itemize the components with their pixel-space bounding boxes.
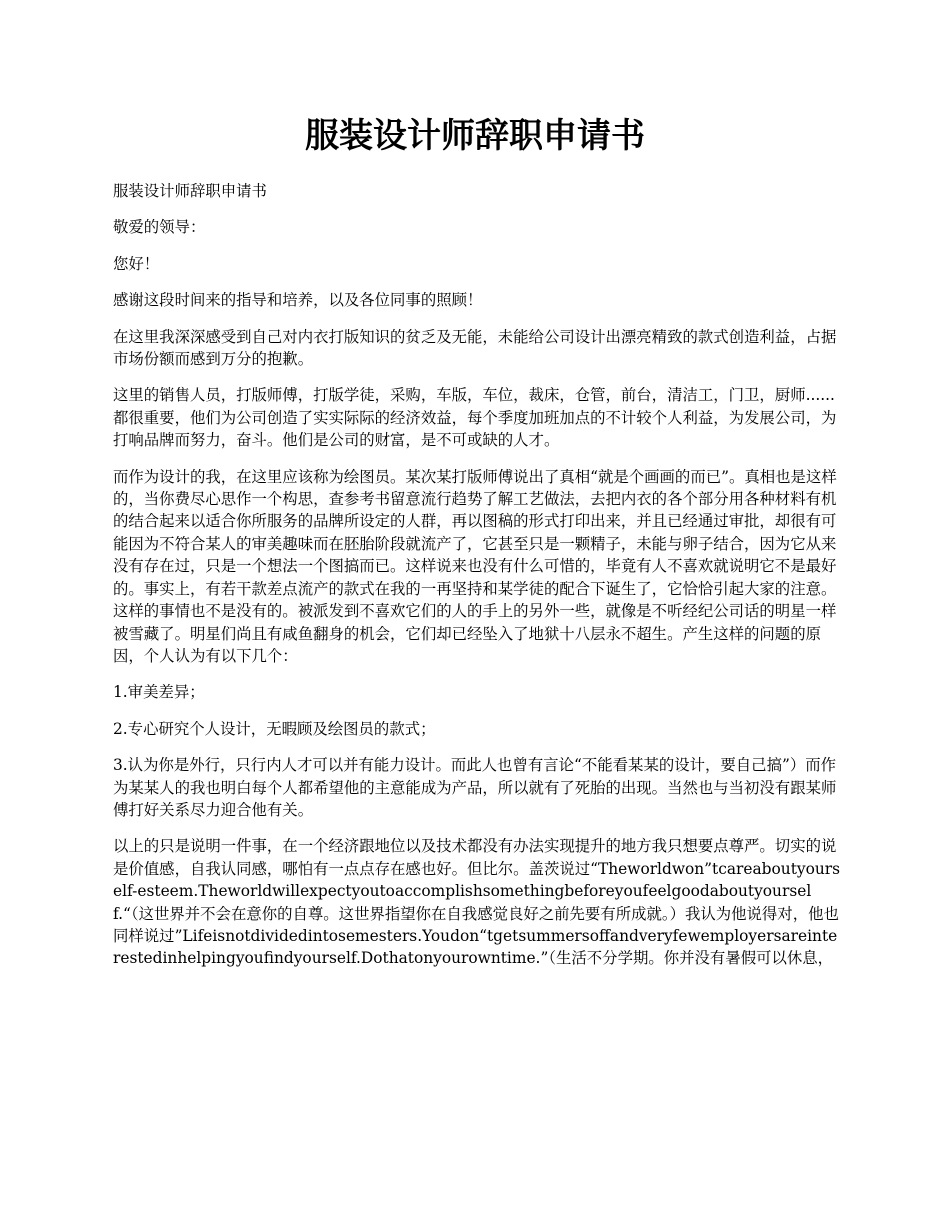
paragraph-reason-3: 3.认为你是外行，只行内人才可以并有能力设计。而此人也曾有言论“不能看某某的设计，要自己搞”）而作为某某人的我也明白每个人都希望他的主意能成为产品，所以就有了死胎的出现。当然也与当初没有跟某师傅打好关系尽力迎合他有关。 (113, 756, 837, 819)
document-body (113, 180, 843, 984)
paragraph-apology: 在这里我深深感受到自己对内衣打版知识的贫乏及无能，未能给公司设计出漂亮精致的款式创造利益，占据市场份额而感到万分的抱歉。 (113, 327, 837, 369)
paragraph-conclusion: 以上的只是说明一件事，在一个经济跟地位以及技术都没有办法实现提升的地方我只想要点尊严。切实的说是价值感，自我认同感，哪怕有一点点存在感也好。但比尔。盖茨说过“Theworldwon”tcareaboutyourself-esteem.Theworldwillexpectyoutoaccomplishsomethingbeforeyoufeelgoodaboutyourself.“（这世界并不会在意你的自尊。这世界指望你在自我感觉良好之前先要有所成就。）我认为他说得对，他也同样说过”Lifeisnotdividedintosemesters.Youdon“tgetsummersoffandveryfewemployersareinterestedinhelpingyoufindyourself.Dothatonyourowntime.”（生活不分学期。你并没有暑假可以休息， (113, 837, 841, 968)
paragraph-staff: 这里的销售人员，打版师傅，打版学徒，采购，车版，车位，裁床，仓管，前台，清洁工，门卫，厨师......都很重要，他们为公司创造了实实际际的经济效益，每个季度加班加点的不计较个人利益，为发展公司，为打响品牌而努力，奋斗。他们是公司的财富，是不可或缺的人才。 (113, 386, 837, 450)
paragraph-reason-1: 1.审美差异； (113, 683, 205, 702)
document-title: 服装设计师辞职申请书 (305, 116, 645, 156)
paragraph-reason-2: 2.专心研究个人设计，无暇顾及绘图员的款式； (113, 719, 436, 738)
paragraph-greeting: 您好！ (113, 254, 160, 273)
paragraph-designer: 而作为设计的我，在这里应该称为绘图员。某次某打版师傅说出了真相“就是个画画的而已”。真相也是这样的，当你费尽心思作一个构思，查参考书留意流行趋势了解工艺做法，去把内衣的各个部分用各种材料有机的结合起来以适合你所服务的品牌所设定的人群，再以图稿的形式打印出来，并且已经通过审批，却很有可能因为不符合某人的审美趣味而在胚胎阶段就流产了，它甚至只是一颗精子，未能与卵子结合，因为它从来没有存在过，只是一个想法一个图搞而已。这样说来也没有什么可惜的，毕竟有人不喜欢就说明它不是最好的。事实上，有若干款差点流产的款式在我的一再坚持和某学徒的配合下诞生了，它恰恰引起大家的注意。这样的事情也不是没有的。被派发到不喜欢它们的人的手上的另外一些，就像是不听经纪公司话的明星一样被雪藏了。明星们尚且有咸鱼翻身的机会，它们却已经坠入了地狱十八层永不超生。产生这样的问题的原因，个人认为有以下几个： (113, 467, 837, 665)
paragraph-subtitle: 服装设计师辞职申请书 (113, 182, 267, 200)
paragraph-thanks: 感谢这段时间来的指导和培养，以及各位同事的照顾！ (113, 291, 483, 310)
paragraph-salutation: 敬爱的领导： (113, 218, 206, 237)
